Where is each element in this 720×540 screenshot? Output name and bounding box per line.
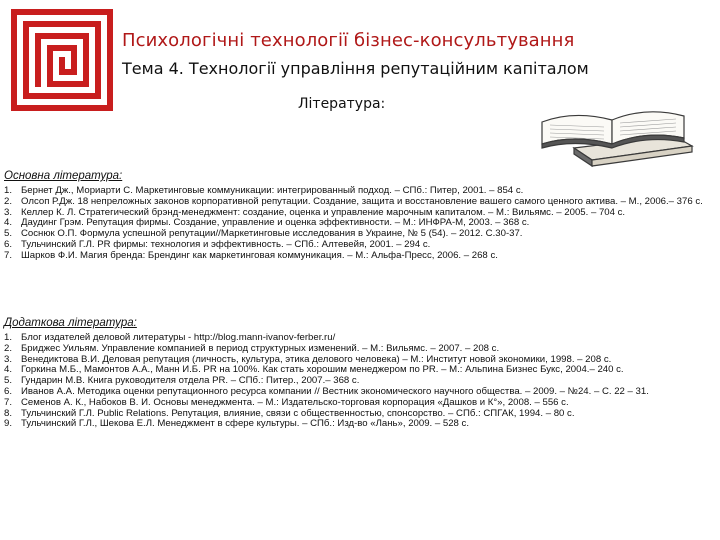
- item-text: Иванов А.А. Методика оценки репутационного ресурса компании // Вестник экономического научного общества. – 2009. – №24. – С. 22 – 31.: [21, 385, 649, 397]
- item-text: Блог издателей деловой литературы - http://blog.mann-ivanov-ferber.ru/: [21, 332, 336, 343]
- item-text: Даудинг Грэм. Репутация фирмы. Создание, управление и оценка эффективности. – М.: ИНФРА-М, 2003. – 368 с.: [21, 217, 530, 229]
- main-literature-list: [4, 186, 712, 262]
- list-item: [4, 251, 712, 262]
- additional-literature-heading: Додаткова література:: [4, 317, 137, 329]
- item-text: Олсоп Р.Дж. 18 непреложных законов корпоративной репутации. Создание, защита и восстановление вашего самого ценного актива. – М., 2006.– 376 с.: [21, 195, 703, 207]
- item-number: 6.: [4, 385, 13, 397]
- list-item: [4, 398, 712, 409]
- topic-subtitle: Тема 4. Технології управління репутаційним капіталом: [122, 59, 589, 78]
- item-text: Гундарин М.В. Книга руководителя отдела PR. – СПб.: Питер., 2007.– 368 с.: [21, 375, 360, 387]
- meander-logo-icon: [10, 8, 114, 112]
- item-text: Горкина М.Б., Мамонтов А.А., Манн И.Б. PR на 100%. Как стать хорошим менеджером по PR. – М.: Альпина Бизнес Букс, 2004.– 240 с.: [21, 364, 624, 376]
- item-number: 3.: [4, 206, 13, 218]
- additional-literature-section: [4, 317, 712, 430]
- item-text: Тульчинский Г.Л. PR фирмы: технология и эффективность. – СПб.: Алтевейя, 2001. – 294 с.: [21, 238, 431, 250]
- item-number: 1.: [4, 332, 13, 343]
- literature-label: Література:: [298, 96, 386, 112]
- item-text: Семенов А. К., Набоков В. И. Основы менеджмента. – М.: Издательско-торговая корпорация «Дашков и К°», 2008. – 556 с.: [21, 396, 569, 408]
- item-number: 4.: [4, 364, 13, 376]
- item-number: 7.: [4, 249, 13, 261]
- main-literature-heading: Основна література:: [4, 170, 123, 182]
- item-number: 4.: [4, 217, 13, 229]
- presentation-title: Психологічні технології бізнес-консультування: [122, 30, 575, 51]
- item-text: Тульчинский Г.Л. Public Relations. Репутация, влияние, связи с общественностью, спонсорство. – СПб.: СПГАК, 1994. – 80 с.: [21, 407, 575, 419]
- item-number: 7.: [4, 396, 13, 408]
- item-number: 1.: [4, 185, 13, 196]
- item-text: Бриджес Уильям. Управление компанией в период структурных изменений. – М.: Вильямс. – 2007. – 208 с.: [21, 342, 500, 354]
- books-icon: [534, 92, 696, 168]
- item-text: Соснюк О.П. Формула успешной репутации//Маркетинговые исследования в Украине, № 5 (54). – 2012. С.30-37.: [21, 228, 523, 240]
- item-number: 2.: [4, 195, 13, 207]
- item-text: Бернет Дж., Мориарти С. Маркетинговые коммуникации: интегрированный подход. – СПб.: Питер, 2001. – 854 с.: [21, 185, 524, 196]
- item-number: 6.: [4, 238, 13, 250]
- item-number: 2.: [4, 342, 13, 354]
- item-text: Тульчинский Г.Л., Шекова Е.Л. Менеджмент в сфере культуры. – СПб.: Изд-во «Лань», 2009. – 528 с.: [21, 418, 470, 430]
- list-item: [4, 197, 712, 208]
- item-number: 8.: [4, 407, 13, 419]
- item-text: Венедиктова В.И. Деловая репутация (личность, культура, этика делового человека) – М.: Институт новой экономики, 1998. – 208 с.: [21, 353, 612, 365]
- item-number: 3.: [4, 353, 13, 365]
- item-number: 5.: [4, 375, 13, 387]
- list-item: [4, 419, 712, 430]
- main-literature-section: [4, 170, 712, 262]
- list-item: [4, 344, 712, 355]
- item-number: 9.: [4, 418, 13, 430]
- item-text: Шарков Ф.И. Магия бренда: Брендинг как маркетинговая коммуникация. – М.: Альфа-Пресс, 2006. – 268 с.: [21, 249, 498, 261]
- additional-literature-list: [4, 333, 712, 430]
- item-text: Келлер К. Л. Стратегический брэнд-менеджмент: создание, оценка и управление марочным капиталом. – М.: Вильямс. – 2005. – 704 с.: [21, 206, 626, 218]
- item-number: 5.: [4, 228, 13, 240]
